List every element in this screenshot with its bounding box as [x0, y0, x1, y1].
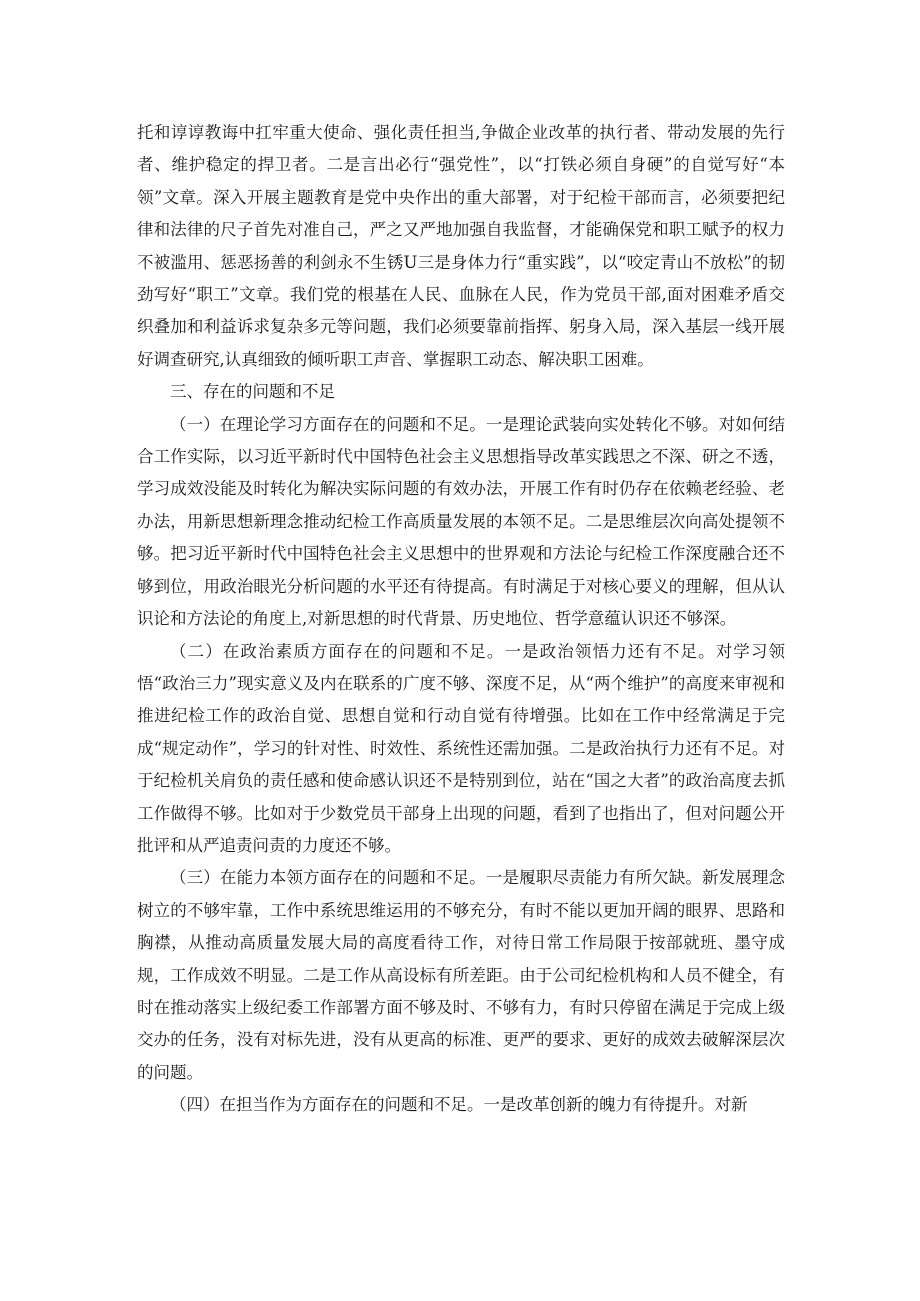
paragraph-ability: （三）在能力本领方面存在的问题和不足。一是履职尽责能力有所欠缺。新发展理念树立的不够牢靠，工作中系统思维运用的不够充分，有时不能以更加开阔的眼界、思路和胸襟，从推动高质量发展大局的高度看待工作，对待日常工作局限于按部就班、墨守成规，工作成效不明显。二是工作从高设标有所差距。由于公司纪检机构和人员不健全，有时在推动落实上级纪委工作部署方面不够及时、不够有力，有时只停留在满足于完成上级交办的任务，没有对标先进，没有从更高的标准、更严的要求、更好的成效去破解深层次的问题。	[137, 868, 785, 1082]
paragraph-theory-study: （一）在理论学习方面存在的问题和不足。一是理论武装向实处转化不够。对如何结合工作实际，以习近平新时代中国特色社会主义思想指导改革实践思之不深、研之不透，学习成效没能及时转化为解决实际问题的有效办法，开展工作有时仍存在依赖老经验、老办法，用新思想新理念推动纪检工作高质量发展的本领不足。二是思维层次向高处提领不够。把习近平新时代中国特色社会主义思想中的世界观和方法论与纪检工作深度融合还不够到位，用政治眼光分析问题的水平还有待提高。有时满足于对核心要义的理解，但从认识论和方法论的角度上,对新思想的时代背景、历史地位、哲学意蕴认识还不够深。	[137, 414, 785, 629]
paragraph-continuation: 托和谆谆教诲中扛牢重大使命、强化责任担当,争做企业改革的执行者、带动发展的先行者、维护稳定的捍卫者。二是言出必行“强党性”，以“打铁必须自身硬”的自觉写好“本领”文章。深入开展主题教育是党中央作出的重大部署，对于纪检干部而言，必须要把纪律和法律的尺子首先对准自己，严之又严地加强自我监督，才能确保党和职工赋予的权力不被滥用、惩恶扬善的利剑永不生锈U三是身体力行“重实践”，以“咬定青山不放松”的韧劲写好“职工”文章。我们党的根基在人民、血脉在人民，作为党员干部,面对困难矛盾交织叠加和利益诉求复杂多元等问题，我们必须要靠前指挥、躬身入局，深入基层一线开展好调查研究,认真细致的倾听职工声音、掌握职工动态、解决职工困难。	[137, 123, 785, 369]
paragraph-responsibility: （四）在担当作为方面存在的问题和不足。一是改革创新的魄力有待提升。对新	[170, 1095, 748, 1115]
section-heading-problems: 三、存在的问题和不足	[170, 382, 335, 402]
document-page	[137, 117, 785, 1122]
paragraph-political-quality: （二）在政治素质方面存在的问题和不足。一是政治领悟力还有不足。对学习领悟“政治三力”现实意义及内在联系的广度不够、深度不足，从“两个维护”的高度来审视和推进纪检工作的政治自觉、思想自觉和行动自觉有待增强。比如在工作中经常满足于完成“规定动作”，学习的针对性、时效性、系统性还需加强。二是政治执行力还有不足。对于纪检机关肩负的责任感和使命感认识还不是特别到位，站在“国之大者”的政治高度去抓工作做得不够。比如对于少数党员干部身上出现的问题，看到了也指出了，但对问题公开批评和从严追责问责的力度还不够。	[137, 641, 785, 855]
